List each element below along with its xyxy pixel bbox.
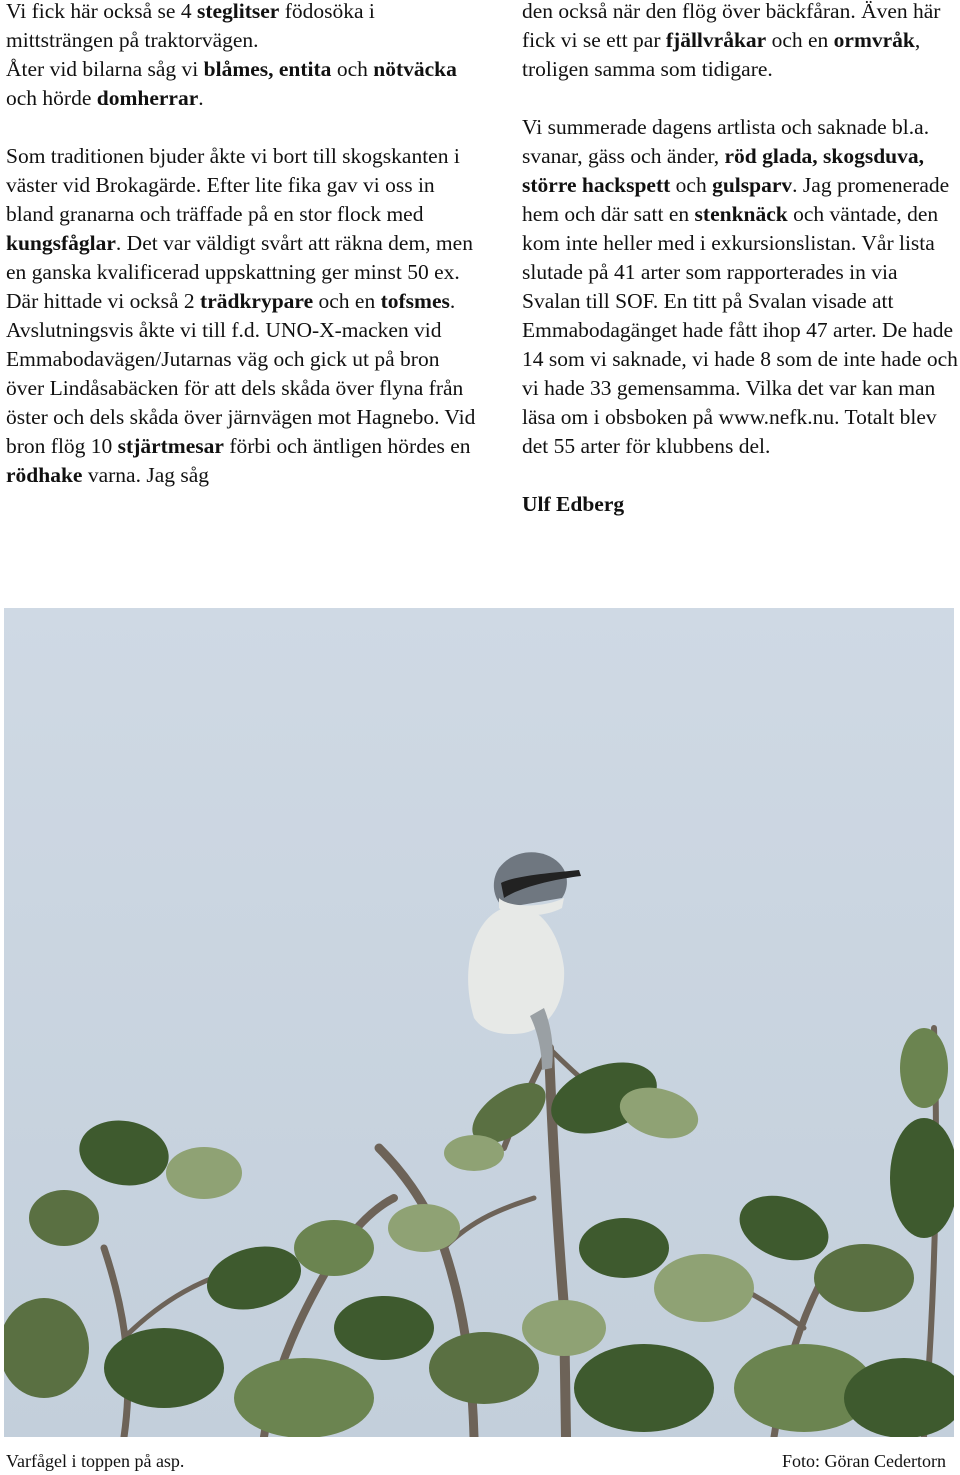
paragraph: [6, 0, 476, 55]
text-run: Avslutningsvis åkte vi till f.d. UNO-X-macken vid Emmabodavägen/Jutarnas väg och gick ut på bron över Lindåsabäcken för att dels skåda över flyna från öster och dels skåda över järnvägen mot Hagnebo. Vid bron flög 10: [6, 318, 476, 458]
photo-shrike-on-aspen: [4, 608, 954, 1437]
text-run: Vi fick här också se 4: [6, 0, 197, 23]
species-name: trädkrypare: [200, 289, 314, 313]
species-name: blåmes, entita: [203, 57, 332, 81]
text-run: , troligen samma som tidigare.: [522, 28, 921, 81]
species-name: domherrar: [96, 86, 199, 110]
text-run: och en: [766, 28, 834, 52]
text-run: varna. Jag såg: [82, 463, 210, 487]
species-name: tofsmes: [380, 289, 450, 313]
text-run: och väntade, den kom inte heller med i exkursionslistan. Vår lista slutade på 41 arter som rapporterades in via Svalan till SOF. En titt på Svalan visade att Emmabodagänget hade fått ihop 47 arter. De hade 14 som vi saknade, vi hade 8 som de inte hade och vi hade 33 gemensamma. Vilka det var kan man läsa om i obsboken på www.nefk.nu. Totalt blev det 55 arter för klubbens del.: [522, 202, 958, 458]
text-run: . Det var väldigt svårt att räkna dem, men en ganska kvalificerad uppskattning ger minst 50 ex. Där hittade vi också 2: [6, 231, 473, 313]
species-name: rödhake: [6, 463, 83, 487]
text-run: förbi och äntligen hördes en: [223, 434, 471, 458]
text-run: den också när den flög över bäckfåran. Även här fick vi se ett par: [522, 0, 941, 52]
paragraph: [6, 316, 476, 490]
photo-caption: Varfågel i toppen på asp.: [6, 1451, 185, 1471]
text-run: Åter vid bilarna såg vi: [6, 57, 204, 81]
text-run: Vi summerade dagens artlista och saknade bl.a. svanar, gäss och änder,: [522, 115, 930, 168]
species-name: gulsparv: [712, 173, 793, 197]
species-name: stenknäck: [694, 202, 788, 226]
paragraph: [522, 113, 958, 461]
author-signature: Ulf Edberg: [522, 492, 625, 516]
paragraph: [6, 142, 476, 316]
paragraph: [6, 55, 476, 113]
paragraph: [522, 0, 958, 84]
text-run: och en: [313, 289, 381, 313]
species-name: fjällvråkar: [665, 28, 767, 52]
text-run: och: [331, 57, 374, 81]
right-column: [522, 0, 958, 519]
text-run: Som traditionen bjuder åkte vi bort till skogskanten i väster vid Brokagärde. Efter lite fika gav vi oss in bland granarna och träffade på en stor flock med: [6, 144, 460, 226]
text-run: . Jag promenerade hem och där satt en: [522, 173, 950, 226]
photo-credit: Foto: Göran Cedertorn: [782, 1451, 946, 1471]
species-name: steglitser: [196, 0, 280, 23]
text-run: och: [670, 173, 713, 197]
species-name: röd glada, skogsduva, större hackspett: [522, 144, 925, 197]
text-run: .: [198, 86, 204, 110]
text-run: .: [449, 289, 456, 313]
left-column: [6, 0, 476, 490]
text-run: och hörde: [6, 86, 97, 110]
species-name: stjärtmesar: [117, 434, 224, 458]
species-name: nötväcka: [373, 57, 457, 81]
text-run: födosöka i mittsträngen på traktorvägen.: [6, 0, 375, 52]
species-name: ormvråk: [833, 28, 915, 52]
species-name: kungsfåglar: [6, 231, 116, 255]
